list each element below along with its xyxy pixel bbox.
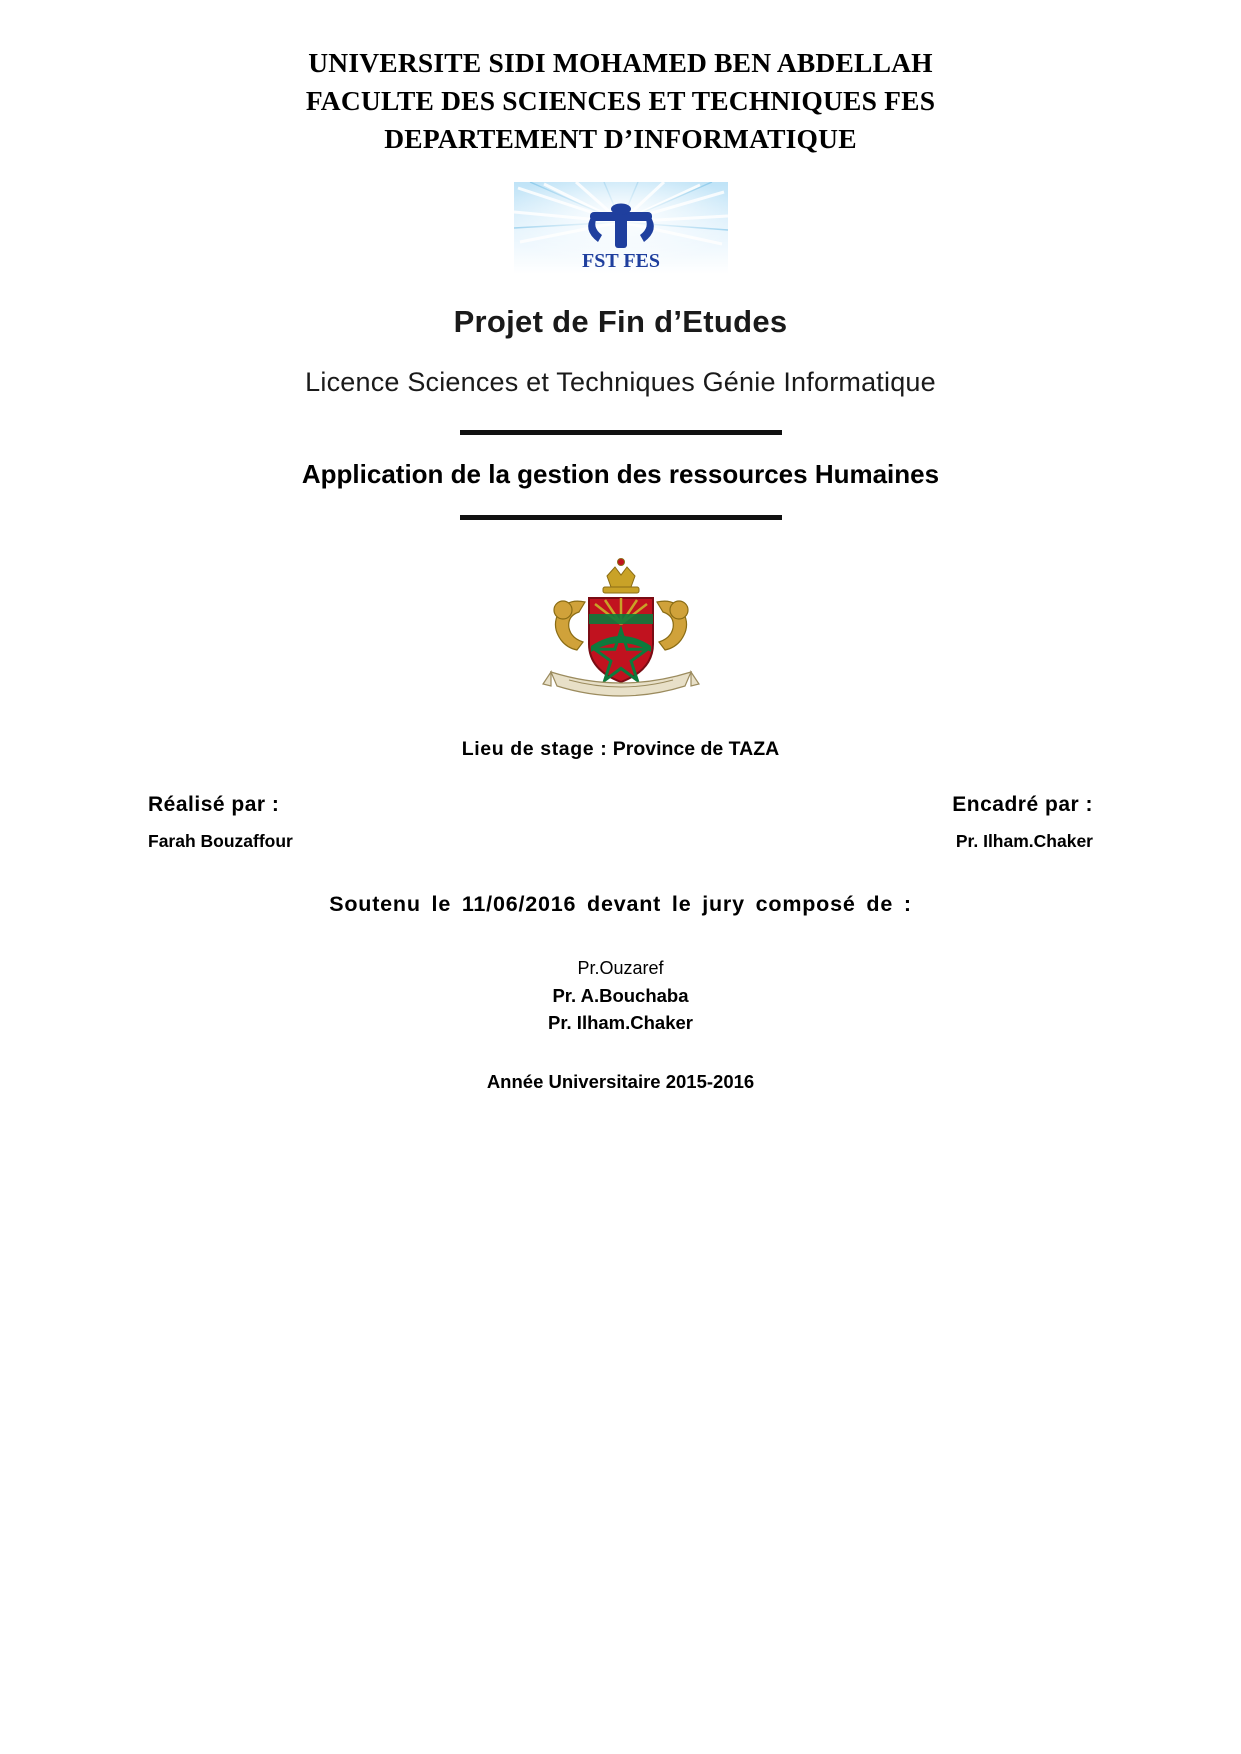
faculty-name: FACULTE DES SCIENCES ET TECHNIQUES FES xyxy=(305,84,936,116)
project-title: Application de la gestion des ressources Humaines xyxy=(301,458,940,489)
logo-container xyxy=(0,182,1241,274)
university-header xyxy=(0,0,1241,158)
divider-top xyxy=(460,430,782,435)
author-block xyxy=(148,793,293,852)
program-name: Licence Sciences et Techniques Génie Informatique xyxy=(305,366,936,397)
jury-member: Pr. Ilham.Chaker xyxy=(548,1012,693,1034)
project-type: Projet de Fin d’Etudes xyxy=(453,303,788,339)
defense-line: Soutenu le 11/06/2016 devant le jury composé de : xyxy=(329,891,912,916)
university-name: UNIVERSITE SIDI MOHAMED BEN ABDELLAH xyxy=(308,47,933,78)
divider-bottom xyxy=(460,515,782,520)
internship-label: Lieu de stage : xyxy=(461,737,608,760)
jury-list xyxy=(0,955,1241,1038)
jury-member: Pr.Ouzaref xyxy=(577,957,664,978)
supervisor-name: Pr. Ilham.Chaker xyxy=(955,830,1093,851)
authors-row xyxy=(0,793,1241,852)
logo-caption: FST FES xyxy=(581,249,660,272)
academic-year: Année Universitaire 2015-2016 xyxy=(486,1071,755,1093)
coat-of-arms-container xyxy=(0,554,1241,714)
jury-member: Pr. A.Bouchaba xyxy=(552,984,689,1006)
internship-line xyxy=(0,738,1241,761)
student-name: Farah Bouzaffour xyxy=(148,830,293,851)
department-name: DEPARTEMENT D’INFORMATIQUE xyxy=(384,122,857,154)
morocco-coat-of-arms-icon xyxy=(511,554,731,714)
supervised-by-label: Encadré par : xyxy=(952,792,1093,816)
internship-value: Province de TAZA xyxy=(612,737,780,760)
done-by-label: Réalisé par : xyxy=(148,792,280,816)
supervisor-block xyxy=(952,793,1093,852)
fst-fes-logo xyxy=(514,182,728,274)
